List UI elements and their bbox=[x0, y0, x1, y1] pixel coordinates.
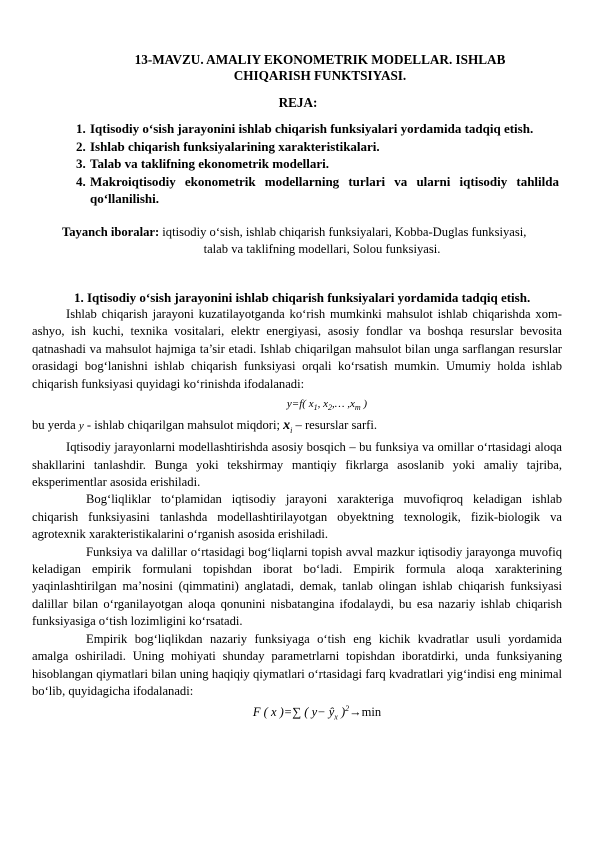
formula-subscript: 1 bbox=[313, 403, 318, 413]
formula-subscript: x bbox=[334, 712, 338, 722]
formula-part: ) bbox=[337, 705, 346, 720]
formula-part: y=f bbox=[286, 398, 303, 411]
formula-part: ( x bbox=[302, 398, 314, 411]
plan-item-text: Talab va taklifning ekonometrik modellari. bbox=[90, 156, 329, 172]
paragraph-3: Iqtisodiy jarayonlarni modellashtirishda asosiy bosqich – bu funksiya va omillar o‘rtasidagi aloqa shakllarini tanlashdir. Bunga yoki tekshirmay mantiqiy fikrlarga asoslanib yoki amaliy tajriba, eksperimentlar asosida erishiladi. bbox=[32, 440, 562, 490]
variable-xi bbox=[283, 418, 292, 433]
formula-part: ( y− bbox=[301, 705, 329, 720]
formula-part: ) bbox=[360, 398, 368, 411]
section-heading: 1. Iqtisodiy o‘sish jarayonini ishlab chiqarish funksiyalari yordamida tadqiq etish. bbox=[74, 290, 531, 305]
paragraph-5: Funksiya va dalillar o‘rtasidagi bog‘liqlarni topish avval mazkur iqtisodiy jarayonga muvofiq keladigan empirik formulani topishdan iborat bo‘ladi. Empirik formula aloqa xarakterining yaqinlashtirilgan ma’nosini (qimmatini) anglatadi, demak, tanlab olingan ishlab chiqarish funksiyasi dalillar bilan o‘rganilayotgan aloqa qonunini nisbatangina ifodalaydi, bu esa nazariy ishlab chiqarish funksiyasiga o‘tish lozimligini ko‘rsatadi. bbox=[32, 544, 562, 629]
keywords-line-2: talab va taklifning modellari, Solou funksiyasi. bbox=[203, 242, 441, 256]
plan-item-number: 3. bbox=[76, 156, 86, 172]
plan-item bbox=[76, 155, 559, 173]
paragraph-1: Ishlab chiqarish jarayoni kuzatilayotganda ko‘rish mumkinki mahsulot ishlab chiqarishda xom-ashyo, ish kuchi, texnika vositalari, elektr energiyasi, asosiy fondlar va boshqa resurslar bevosita qatnashadi va mahsulot hajmiga ta’sir etadi. Ishlab chiqarilgan mahsulot bilan unga sarflangan resurslar orasidagi bog‘lanishni ishlab chiqarish funksiyasi orqali ko‘rsatish mumkin. Umumiy holda ishlab chiqarish funksiyasi quyidagi ko‘rinishda ifodalanadi: bbox=[32, 307, 562, 391]
formula-part: x bbox=[283, 418, 291, 434]
formula-subscript: 2 bbox=[327, 403, 332, 413]
title-line-1: 13-MAVZU. AMALIY EKONOMETRIK MODELLAR. ISHLAB bbox=[134, 52, 506, 67]
formula-superscript: 2 bbox=[345, 704, 350, 714]
production-function-formula bbox=[32, 393, 562, 417]
plan-list bbox=[76, 120, 559, 208]
variable-y: y bbox=[78, 420, 84, 433]
text-run: bu yerda bbox=[32, 418, 79, 433]
title-line-2: CHIQARISH FUNKTSIYASI. bbox=[233, 68, 407, 83]
text-run: - ishlab chiqarilgan mahsulot miqdori; bbox=[83, 418, 284, 433]
plan-item-number: 4. bbox=[76, 173, 86, 189]
formula-part: F ( x )= bbox=[252, 705, 293, 720]
formula-part: , x bbox=[317, 398, 328, 411]
keywords-block bbox=[62, 224, 562, 258]
least-squares-formula bbox=[32, 700, 562, 727]
plan-heading: REJA: bbox=[278, 95, 318, 110]
plan-item bbox=[76, 173, 559, 208]
plan-item-text: Iqtisodiy o‘sish jarayonini ishlab chiqarish funksiyalari yordamida tadqiq etish. bbox=[90, 121, 534, 136]
arrow-symbol: → bbox=[349, 705, 362, 720]
body-text bbox=[32, 306, 562, 727]
formula-subscript: m bbox=[354, 403, 361, 413]
plan-item bbox=[76, 138, 559, 156]
plan-item-text: Ishlab chiqarish funksiyalarining xarakteristikalari. bbox=[90, 138, 380, 154]
formula-part: min bbox=[361, 705, 382, 720]
formula-subscript: i bbox=[290, 425, 293, 435]
formula-part: ,… ,x bbox=[331, 398, 355, 411]
plan-item-number: 2. bbox=[76, 138, 86, 154]
paragraph-6: Empirik bog‘liqlikdan nazariy funksiyaga o‘tish eng kichik kvadratlar usuli yordamida amalga oshiriladi. Uning mohiyati shunday parametrlarni topishdan iboratdirki, unda funksiyaning hisoblangan qiymatlari bilan uning haqiqiy qiymatlari o‘rtasidagi farq kvadratlari yig‘indisi eng minimal bo‘lib, quyidagicha ifodalanadi: bbox=[32, 631, 562, 698]
paragraph-2 bbox=[32, 417, 562, 439]
text-run: – resurslar sarfi. bbox=[292, 418, 377, 433]
plan-item bbox=[76, 120, 559, 138]
keywords-label: Tayanch iboralar: bbox=[62, 225, 160, 239]
plan-item-text: Makroiqtisodiy ekonometrik modellarning turlari va ularni iqtisodiy tahlilda qo‘llanilishi. bbox=[90, 173, 559, 207]
sum-symbol: ∑ bbox=[292, 705, 302, 720]
paragraph-4: Bog‘liqliklar to‘plamidan iqtisodiy jarayoni xarakteriga muvofiqroq keladigan ishlab chiqarish funksiyasini tanlashda modellashtirilayotgan obyektning texnologik, fizik-biologik va agrotexnik xarakteristikalarini o‘rganish asosida erishiladi. bbox=[32, 492, 562, 542]
formula-part: ŷ bbox=[328, 705, 335, 720]
plan-item-number: 1. bbox=[76, 121, 86, 136]
page-title bbox=[60, 52, 580, 84]
keywords-line-1: iqtisodiy o‘sish, ishlab chiqarish funksiyalari, Kobba-Duglas funksiyasi, bbox=[159, 225, 527, 239]
